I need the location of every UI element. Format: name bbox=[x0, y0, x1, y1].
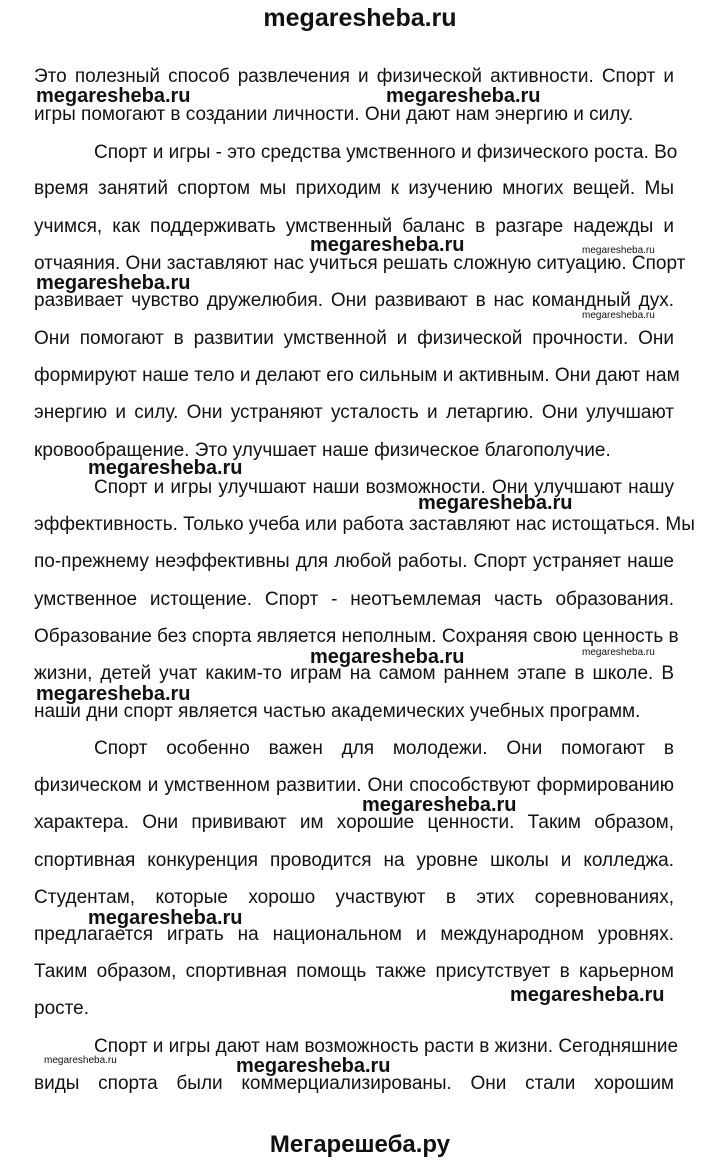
text-line: жизни, детей учат каким-то играм на самом раннем этапе в школе. В bbox=[34, 663, 674, 684]
text-line: Образование без спорта является неполным. Сохраняя свою ценность в bbox=[34, 626, 679, 647]
text-line: виды спорта были коммерциализированы. Они стали хорошим bbox=[34, 1073, 674, 1094]
watermark: megaresheba.ru bbox=[510, 984, 665, 1006]
text-line: время занятий спортом мы приходим к изучению многих вещей. Мы bbox=[34, 178, 674, 199]
watermark: megaresheba.ru bbox=[582, 647, 655, 658]
watermark: megaresheba.ru bbox=[362, 794, 517, 816]
text-line: характера. Они прививают им хорошие ценности. Таким образом, bbox=[34, 812, 674, 833]
text-line: росте. bbox=[34, 998, 89, 1019]
text-line: эффективность. Только учеба или работа заставляют нас истощаться. Мы bbox=[34, 514, 695, 535]
text-line: энергию и силу. Они устраняют усталость и летаргию. Они улучшают bbox=[34, 402, 674, 423]
site-footer: Мегарешеба.ру bbox=[269, 1131, 451, 1158]
watermark: megaresheba.ru bbox=[418, 492, 573, 514]
watermark: megaresheba.ru bbox=[44, 1055, 117, 1066]
text-line: развивает чувство дружелюбия. Они развивают в нас командный дух. bbox=[34, 290, 674, 311]
watermark: megaresheba.ru bbox=[582, 245, 655, 256]
text-line: Спорт и игры улучшают наши возможности. Они улучшают нашу bbox=[94, 477, 674, 498]
text-line: умственное истощение. Спорт - неотъемлемая часть образования. bbox=[34, 589, 674, 610]
text-line: Таким образом, спортивная помощь также присутствует в карьерном bbox=[34, 961, 674, 982]
text-line: Спорт и игры дают нам возможность расти в жизни. Сегодняшние bbox=[94, 1036, 679, 1057]
watermark: megaresheba.ru bbox=[36, 85, 191, 107]
text-line: игры помогают в создании личности. Они дают нам энергию и силу. bbox=[34, 104, 634, 125]
watermark: megaresheba.ru bbox=[36, 272, 191, 294]
text-line: по-прежнему неэффективны для любой работы. Спорт устраняет наше bbox=[34, 551, 674, 572]
text-line: наши дни спорт является частью академических учебных программ. bbox=[34, 701, 641, 722]
text-line: отчаяния. Они заставляют нас учиться решать сложную ситуацию. Спорт bbox=[34, 253, 686, 274]
text-line: Спорт и игры - это средства умственного и физического роста. Во bbox=[94, 142, 678, 163]
text-line: Они помогают в развитии умственной и физической прочности. Они bbox=[34, 328, 674, 349]
watermark: megaresheba.ru bbox=[88, 907, 243, 929]
text-line: спортивная конкуренция проводится на уровне школы и колледжа. bbox=[34, 850, 674, 871]
watermark: megaresheba.ru bbox=[88, 457, 243, 479]
text-line: учимся, как поддерживать умственный баланс в разгаре надежды и bbox=[34, 216, 674, 237]
watermark: megaresheba.ru bbox=[236, 1055, 391, 1077]
text-line: предлагается играть на национальном и международном уровнях. bbox=[34, 924, 674, 945]
site-header: megaresheba.ru bbox=[263, 4, 457, 32]
watermark: megaresheba.ru bbox=[386, 85, 541, 107]
watermark: megaresheba.ru bbox=[582, 310, 655, 321]
watermark: megaresheba.ru bbox=[36, 683, 191, 705]
watermark: megaresheba.ru bbox=[310, 234, 465, 256]
text-line: Спорт особенно важен для молодежи. Они помогают в bbox=[94, 738, 674, 759]
text-line: Это полезный способ развлечения и физической активности. Спорт и bbox=[34, 66, 674, 87]
text-line: кровообращение. Это улучшает наше физическое благополучие. bbox=[34, 440, 611, 461]
text-line: формируют наше тело и делают его сильным и активным. Они дают нам bbox=[34, 365, 680, 386]
text-line: Студентам, которые хорошо участвуют в этих соревнованиях, bbox=[34, 887, 674, 908]
watermark: megaresheba.ru bbox=[310, 646, 465, 668]
text-line: физическом и умственном развитии. Они способствуют формированию bbox=[34, 775, 674, 796]
